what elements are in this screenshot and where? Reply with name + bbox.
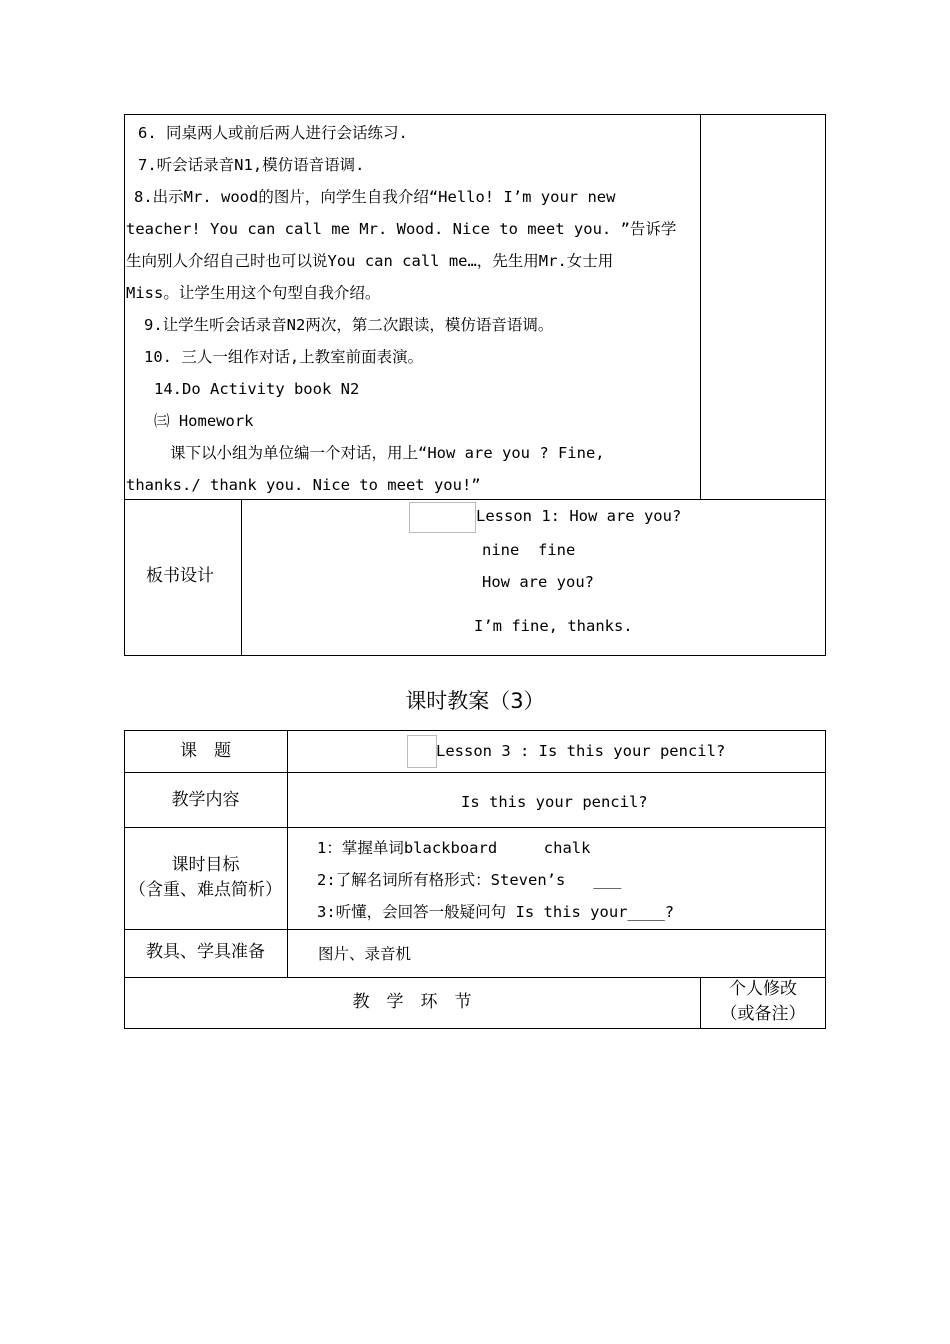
board-row-divider	[124, 499, 826, 500]
row-divider-1	[124, 772, 826, 773]
placeholder-box	[409, 502, 476, 533]
process-label: 教 学 环 节	[352, 992, 472, 1012]
board-line-2: nine fine	[482, 541, 576, 559]
topic-label: 课 题	[180, 741, 231, 761]
topic-placeholder-box	[407, 735, 437, 768]
homework-line-2: thanks./ thank you. Nice to meet you!”	[126, 476, 481, 494]
step-8-line-3: 生向别人介绍自己时也可以说You can call me…，先生用Mr.女士用	[126, 252, 614, 270]
row-divider-3	[124, 929, 826, 930]
board-line-3: How are you?	[482, 573, 594, 591]
step-8-line-4: Miss。让学生用这个句型自我介绍。	[126, 284, 381, 302]
goals-label-1: 课时目标	[171, 855, 240, 875]
step-6: 6. 同桌两人或前后两人进行会话练习.	[138, 124, 408, 142]
step-10: 10. 三人一组作对话,上教室前面表演。	[144, 348, 424, 366]
board-design-label: 板书设计	[146, 566, 214, 586]
goal-2: 2:了解名词所有格形式：Steven’s ___	[317, 871, 622, 889]
step-9: 9.让学生听会话录音N2两次，第二次跟读，模仿语音语调。	[144, 316, 554, 334]
board-line-4: I’m fine, thanks.	[474, 617, 633, 635]
board-line-1: Lesson 1: How are you?	[476, 507, 682, 525]
label-column-divider	[287, 730, 288, 978]
tools-value: 图片、录音机	[318, 945, 412, 963]
tools-label: 教具、学具准备	[146, 942, 265, 962]
homework-line-1: 课下以小组为单位编一个对话，用上“How are you ? Fine,	[170, 444, 605, 462]
homework-heading: ㈢ Homework	[154, 412, 254, 430]
notes-column-divider	[700, 114, 701, 500]
goal-1: 1：掌握单词blackboard chalk	[317, 839, 591, 857]
notes-label-1: 个人修改	[729, 979, 797, 999]
row-divider-2	[124, 827, 826, 828]
section-title: 课时教案（3）	[405, 689, 545, 713]
content-value: Is this your pencil?	[461, 793, 648, 811]
content-label: 教学内容	[171, 790, 240, 810]
step-14: 14.Do Activity book N2	[154, 380, 360, 398]
step-8-line-2: teacher! You can call me Mr. Wood. Nice to meet you. ”告诉学	[126, 220, 677, 238]
notes-label-2: （或备注）	[720, 1004, 806, 1024]
board-label-divider	[241, 499, 242, 656]
goal-3: 3:听懂，会回答一般疑问句 Is this your____?	[317, 903, 675, 921]
step-7: 7.听会话录音N1,模仿语音语调.	[138, 156, 365, 174]
topic-value: Lesson 3 : Is this your pencil?	[436, 742, 726, 760]
goals-label-2: （含重、难点简析）	[129, 880, 282, 900]
step-8-line-1: 8.出示Mr. wood的图片，向学生自我介绍“Hello! I’m your new	[134, 188, 616, 206]
